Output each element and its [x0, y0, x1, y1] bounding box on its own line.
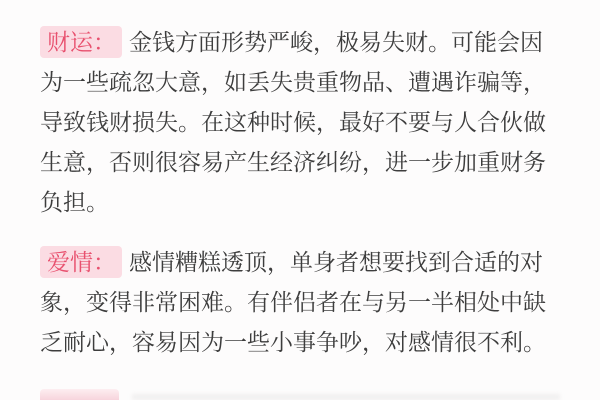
section-wealth-label-badge: 财运：: [40, 26, 122, 58]
section-love-paragraph: [40, 242, 564, 362]
section-wealth: [40, 22, 564, 222]
section-love: [40, 242, 564, 362]
next-section-text-remnant: [132, 394, 560, 400]
section-wealth-paragraph: [40, 22, 564, 222]
section-wealth-text: 金钱方面形势严峻，极易失财。可能会因为一些疏忽大意，如丢失贵重物品、遭遇诈骗等，导致钱财损失。在这种时候，最好不要与人合伙做生意，否则很容易产生经济纠纷，进一步加重财务负担。: [40, 29, 546, 215]
section-love-text: 感情糟糕透顶，单身者想要找到合适的对象，变得非常困难。有伴侣者在与另一半相处中缺乏耐心，容易因为一些小事争吵，对感情很不利。: [40, 249, 546, 355]
section-love-label-badge: 爱情：: [40, 246, 122, 278]
next-section-label-badge-clipped: [40, 389, 119, 400]
